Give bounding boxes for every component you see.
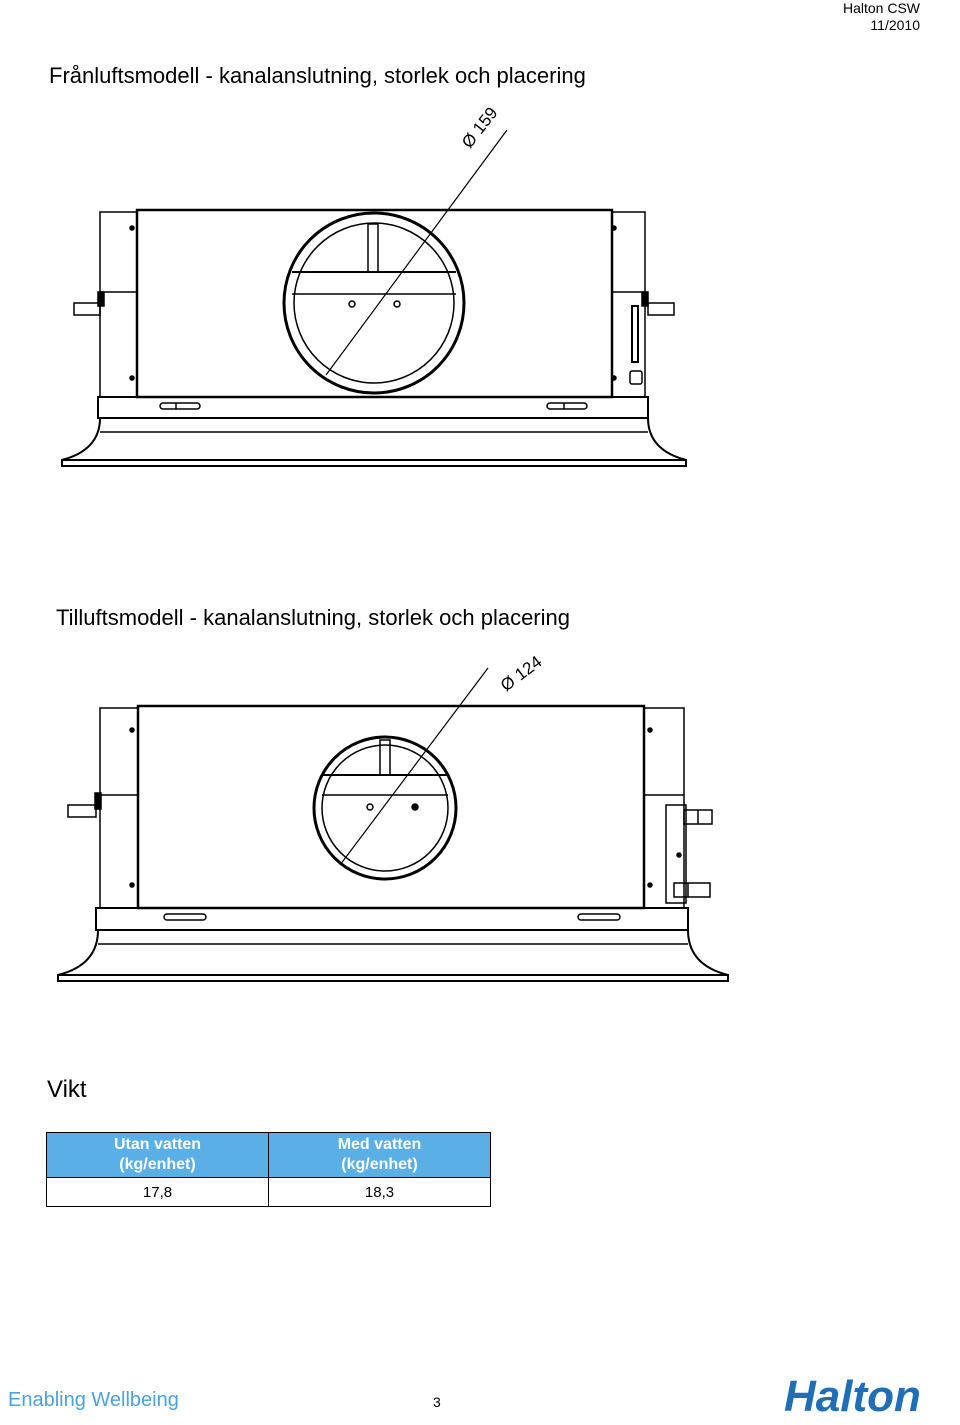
- weight-section-title: Vikt: [47, 1076, 87, 1103]
- weight-table-header-row: [47, 1133, 491, 1178]
- exhaust-section-title: Frånluftsmodell - kanalanslutning, storlek och placering: [49, 63, 586, 88]
- table-row: [47, 1178, 491, 1207]
- weight-header-without-water: [47, 1133, 269, 1178]
- weight-header-with-water: [269, 1133, 491, 1178]
- supply-section-title: Tilluftsmodell - kanalanslutning, storlek och placering: [56, 605, 570, 630]
- header-date: 11/2010: [870, 17, 920, 33]
- weight-table: [46, 1132, 491, 1207]
- weight-value-without-water: 17,8: [47, 1178, 269, 1207]
- halton-logo: [784, 1371, 960, 1417]
- document-header: [843, 0, 920, 34]
- supply-diameter-label: Ø 124: [497, 652, 546, 696]
- logo-text: Halton: [784, 1372, 921, 1417]
- header-line: (kg/enhet): [341, 1156, 418, 1173]
- footer-slogan: Enabling Wellbeing: [8, 1389, 179, 1411]
- weight-value-with-water: 18,3: [269, 1178, 491, 1207]
- header-brand: Halton CSW: [842, 0, 920, 16]
- header-line: Utan vatten: [113, 1136, 202, 1153]
- header-line: Med vatten: [337, 1136, 422, 1153]
- exhaust-diameter-label: Ø 159: [458, 103, 502, 152]
- page-number: 3: [433, 1394, 441, 1410]
- exhaust-drawing: [0, 120, 960, 480]
- header-line: (kg/enhet): [119, 1156, 196, 1173]
- supply-drawing: [0, 640, 960, 990]
